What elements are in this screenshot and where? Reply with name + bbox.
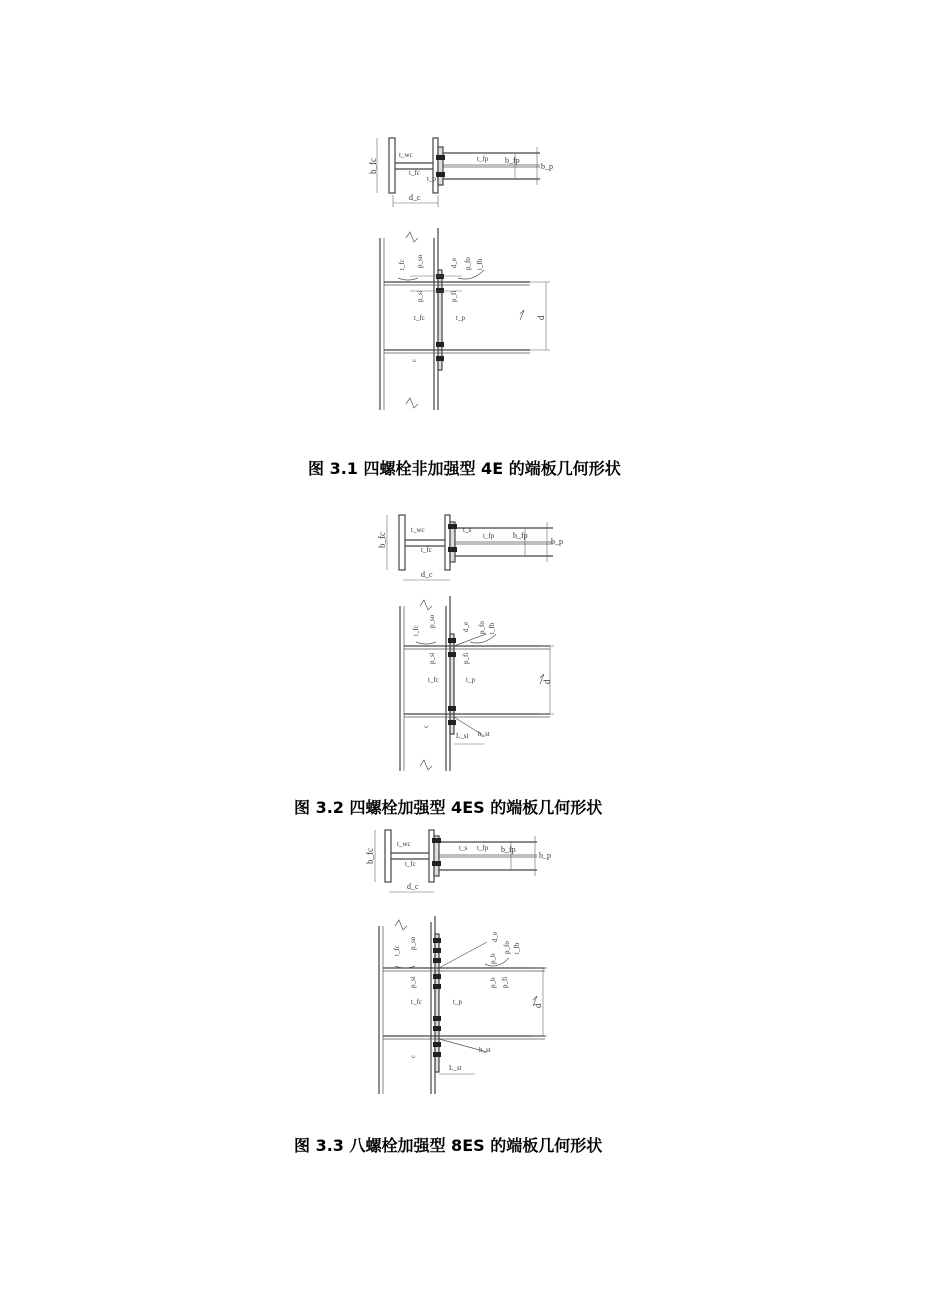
label-pfi: p_fi	[462, 652, 470, 664]
figure-3-3-plan	[365, 828, 565, 898]
label-dc: d_c	[407, 882, 419, 891]
label-bp: b_p	[541, 162, 553, 171]
label-tfc-mid: t_fc	[428, 676, 439, 684]
label-bp: b_p	[551, 537, 563, 546]
label-tfp: t_fp	[477, 844, 489, 852]
figure-3-2-plan	[375, 510, 575, 590]
label-pfo: p_fo	[478, 621, 486, 634]
label-twc: t_wc	[411, 526, 425, 534]
label-pfi: p_fi	[501, 976, 509, 988]
label-psi: p_si	[428, 652, 436, 664]
label-pfo: p_fo	[503, 941, 511, 954]
label-de: d_e	[450, 257, 458, 268]
elevation-view-diagram	[375, 912, 575, 1097]
label-dc: d_c	[409, 193, 421, 202]
label-tfc: t_fc	[409, 169, 420, 177]
label-bfp: b_fp	[501, 845, 516, 854]
label-tfb: t_fb	[476, 258, 484, 270]
figure-3-3-elevation	[375, 912, 575, 1097]
label-c: c	[409, 1054, 417, 1058]
label-lst: L_st	[456, 732, 469, 740]
label-bfc: b_fc	[377, 532, 387, 548]
label-d: d	[536, 315, 546, 320]
label-bfc: b_fc	[368, 158, 378, 174]
label-twc: t_wc	[399, 151, 413, 159]
label-c: c	[410, 358, 418, 362]
label-lst: L_st	[449, 1064, 462, 1072]
figure-3-1-elevation	[370, 228, 570, 413]
label-bfc: b_fc	[365, 848, 375, 864]
figure-3-1-caption: 图 3.1 四螺栓非加强型 4E 的端板几何形状	[308, 459, 621, 478]
label-bfp: b_fp	[505, 156, 520, 165]
label-twc: t_wc	[397, 840, 411, 848]
label-tfp: t_fp	[483, 532, 495, 540]
label-tfc: t_fc	[405, 860, 416, 868]
label-tfc-top: t_fc	[412, 625, 420, 636]
figure-3-1-plan	[365, 133, 565, 213]
elevation-view-diagram	[390, 596, 590, 776]
label-pb-top: p_b	[489, 953, 497, 964]
label-tfc-mid: t_fc	[414, 314, 425, 322]
label-tp: t_p	[466, 676, 475, 684]
label-psi: p_si	[416, 290, 424, 302]
label-bfp: b_fp	[513, 531, 528, 540]
label-pfi: p_fi	[450, 290, 458, 302]
label-d: d	[533, 1003, 543, 1008]
figure-3-2-caption: 图 3.2 四螺栓加强型 4ES 的端板几何形状	[294, 798, 603, 817]
label-tfb: t_fb	[513, 942, 521, 954]
label-d: d	[542, 679, 552, 684]
label-tfc-top: t_fc	[398, 259, 406, 270]
label-hst: h_st	[479, 1046, 491, 1054]
figure-3-2-elevation	[390, 596, 590, 776]
label-ts: t_s	[463, 526, 472, 534]
label-dc: d_c	[421, 570, 433, 579]
label-de: d_e	[462, 621, 470, 632]
plan-view-diagram	[365, 828, 565, 898]
label-pb-bottom: p_b	[489, 977, 497, 988]
label-pso: p_so	[416, 254, 424, 268]
label-tfc-top: t_fc	[393, 945, 401, 956]
plan-view-diagram	[375, 510, 575, 590]
label-tfc: t_fc	[421, 546, 432, 554]
label-pso: p_so	[409, 936, 417, 950]
label-de: d_e	[491, 931, 499, 942]
label-bp: b_p	[539, 851, 551, 860]
label-tp: t_p	[456, 314, 465, 322]
label-ts: t_s	[459, 844, 468, 852]
label-tfp: t_fp	[477, 155, 489, 163]
label-pso: p_so	[428, 614, 436, 628]
label-pfo: p_fo	[464, 257, 472, 270]
label-tfc-mid: t_fc	[411, 998, 422, 1006]
label-hst: h_st	[478, 730, 490, 738]
figure-3-3-caption: 图 3.3 八螺栓加强型 8ES 的端板几何形状	[294, 1136, 603, 1155]
label-c: c	[422, 724, 430, 728]
label-psi: p_si	[409, 976, 417, 988]
label-tp: t_p	[427, 175, 436, 183]
label-tp: t_p	[453, 998, 462, 1006]
elevation-view-diagram	[370, 228, 570, 413]
label-tfb: t_fb	[488, 622, 496, 634]
plan-view-diagram	[365, 133, 565, 213]
